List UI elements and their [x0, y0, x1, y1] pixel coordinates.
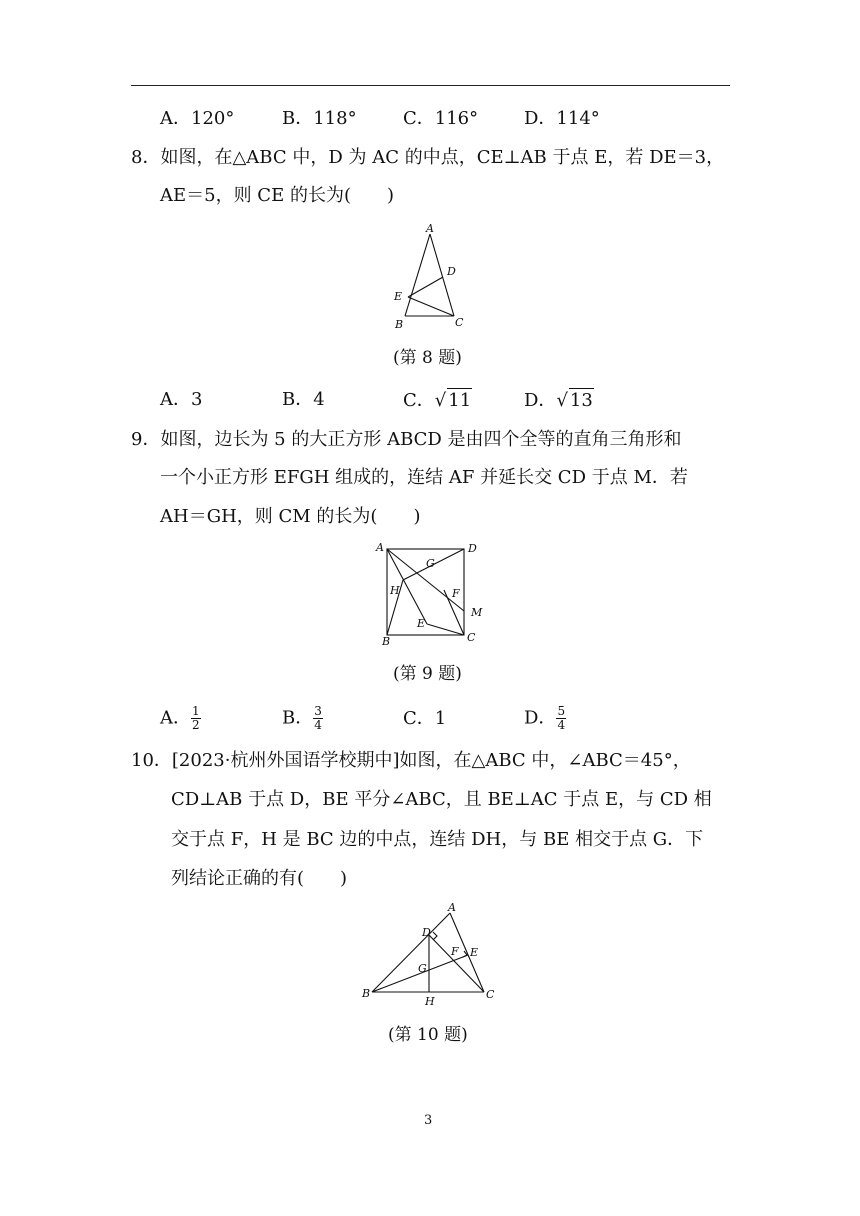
q8-option-c-radicand: 11	[448, 390, 472, 411]
q9-label-m: M	[471, 606, 483, 619]
q10-label-a: A	[448, 901, 456, 914]
q9-option-b-fraction: $\frac{3}{4}$	[314, 704, 322, 732]
q10-label-g: G	[418, 962, 427, 975]
q7-option-c: C．116°	[403, 108, 479, 129]
q10-figure	[360, 900, 500, 1016]
q9-text-line2: 一个小正方形 EFGH 组成的，连结 AF 并延长交 CD 于点 M．若	[160, 467, 688, 488]
q8-segment-ec	[408, 297, 454, 316]
q8-option-d: D．√ 13	[524, 390, 593, 411]
q9-segment-ce	[427, 624, 464, 635]
q10-text-line1: 10．[2023·杭州外国语学校期中]如图，在△ABC 中，∠ABC＝45°，	[131, 750, 691, 771]
q9-option-d	[524, 705, 566, 732]
q8-label-a: A	[426, 222, 434, 235]
q8-label-d: D	[447, 265, 456, 278]
q10-text-line3: 交于点 F，H 是 BC 边的中点，连结 DH，与 BE 相交于点 G．下	[171, 829, 704, 850]
q9-label-d: D	[468, 542, 477, 555]
q10-label-c: C	[486, 988, 495, 1001]
q9-option-c: C．1	[403, 708, 447, 729]
q8-option-d-radicand: 13	[569, 390, 593, 411]
q9-label-a: A	[376, 541, 384, 554]
q7-option-d: D．114°	[524, 108, 600, 129]
q8-label-b: B	[395, 318, 404, 331]
q10-text-line4: 列结论正确的有( )	[171, 868, 348, 889]
q10-text-line2: CD⊥AB 于点 D，BE 平分∠ABC，且 BE⊥AC 于点 E，与 CD 相	[171, 789, 712, 810]
q9-option-b-prefix: B．	[282, 707, 314, 729]
q8-side-ab	[405, 234, 430, 316]
q9-caption: (第 9 题)	[393, 664, 462, 684]
q8-text-line1: 8．如图，在△ABC 中，D 为 AC 的中点，CE⊥AB 于点 E，若 DE＝3，	[131, 147, 725, 168]
q8-option-c-prefix: C．	[403, 390, 435, 411]
q10-segment-cd	[429, 935, 484, 992]
q8-label-c: C	[455, 316, 464, 329]
q8-segment-de	[408, 277, 443, 297]
q9-label-b: B	[382, 635, 391, 648]
q8-option-a: A．3	[160, 389, 203, 410]
q8-option-c: C．√ 11	[403, 390, 472, 411]
q8-text-line2: AE＝5，则 CE 的长为( )	[160, 185, 394, 206]
q8-figure	[388, 222, 478, 338]
q9-option-a	[160, 705, 201, 732]
q9-label-e: E	[417, 617, 426, 630]
q9-label-c: C	[467, 631, 476, 644]
q9-option-d-prefix: D．	[524, 707, 557, 729]
q9-text-line1: 9．如图，边长为 5 的大正方形 ABCD 是由四个全等的直角三角形和	[131, 429, 682, 450]
q8-option-b: B．4	[282, 389, 325, 410]
q9-option-a-prefix: A．	[160, 707, 191, 729]
header-rule	[131, 85, 730, 86]
q10-label-b: B	[362, 987, 371, 1000]
q10-label-e: E	[470, 946, 479, 959]
q9-figure	[370, 538, 490, 654]
q9-option-b	[282, 705, 323, 732]
q8-option-d-prefix: D．	[524, 390, 557, 411]
q9-label-f: F	[452, 587, 460, 600]
q10-label-f: F	[451, 945, 459, 958]
q10-label-d: D	[422, 926, 431, 939]
q9-option-d-fraction: $\frac{5}{4}$	[557, 704, 566, 732]
q7-option-b: B．118°	[282, 108, 357, 129]
q10-right-angle-d	[433, 932, 437, 940]
page-number: 3	[424, 1113, 433, 1128]
q10-label-h: H	[425, 995, 435, 1008]
q7-option-a: A．120°	[160, 108, 235, 129]
q8-caption: (第 8 题)	[393, 348, 462, 368]
q9-label-g: G	[426, 557, 435, 570]
q9-option-a-fraction: $\frac{1}{2}$	[192, 704, 200, 732]
q10-caption: (第 10 题)	[388, 1025, 468, 1045]
q9-text-line3: AH＝GH，则 CM 的长为( )	[160, 506, 421, 527]
q8-label-e: E	[394, 290, 403, 303]
q9-label-h: H	[390, 584, 400, 597]
q10-side-ab	[372, 913, 450, 992]
